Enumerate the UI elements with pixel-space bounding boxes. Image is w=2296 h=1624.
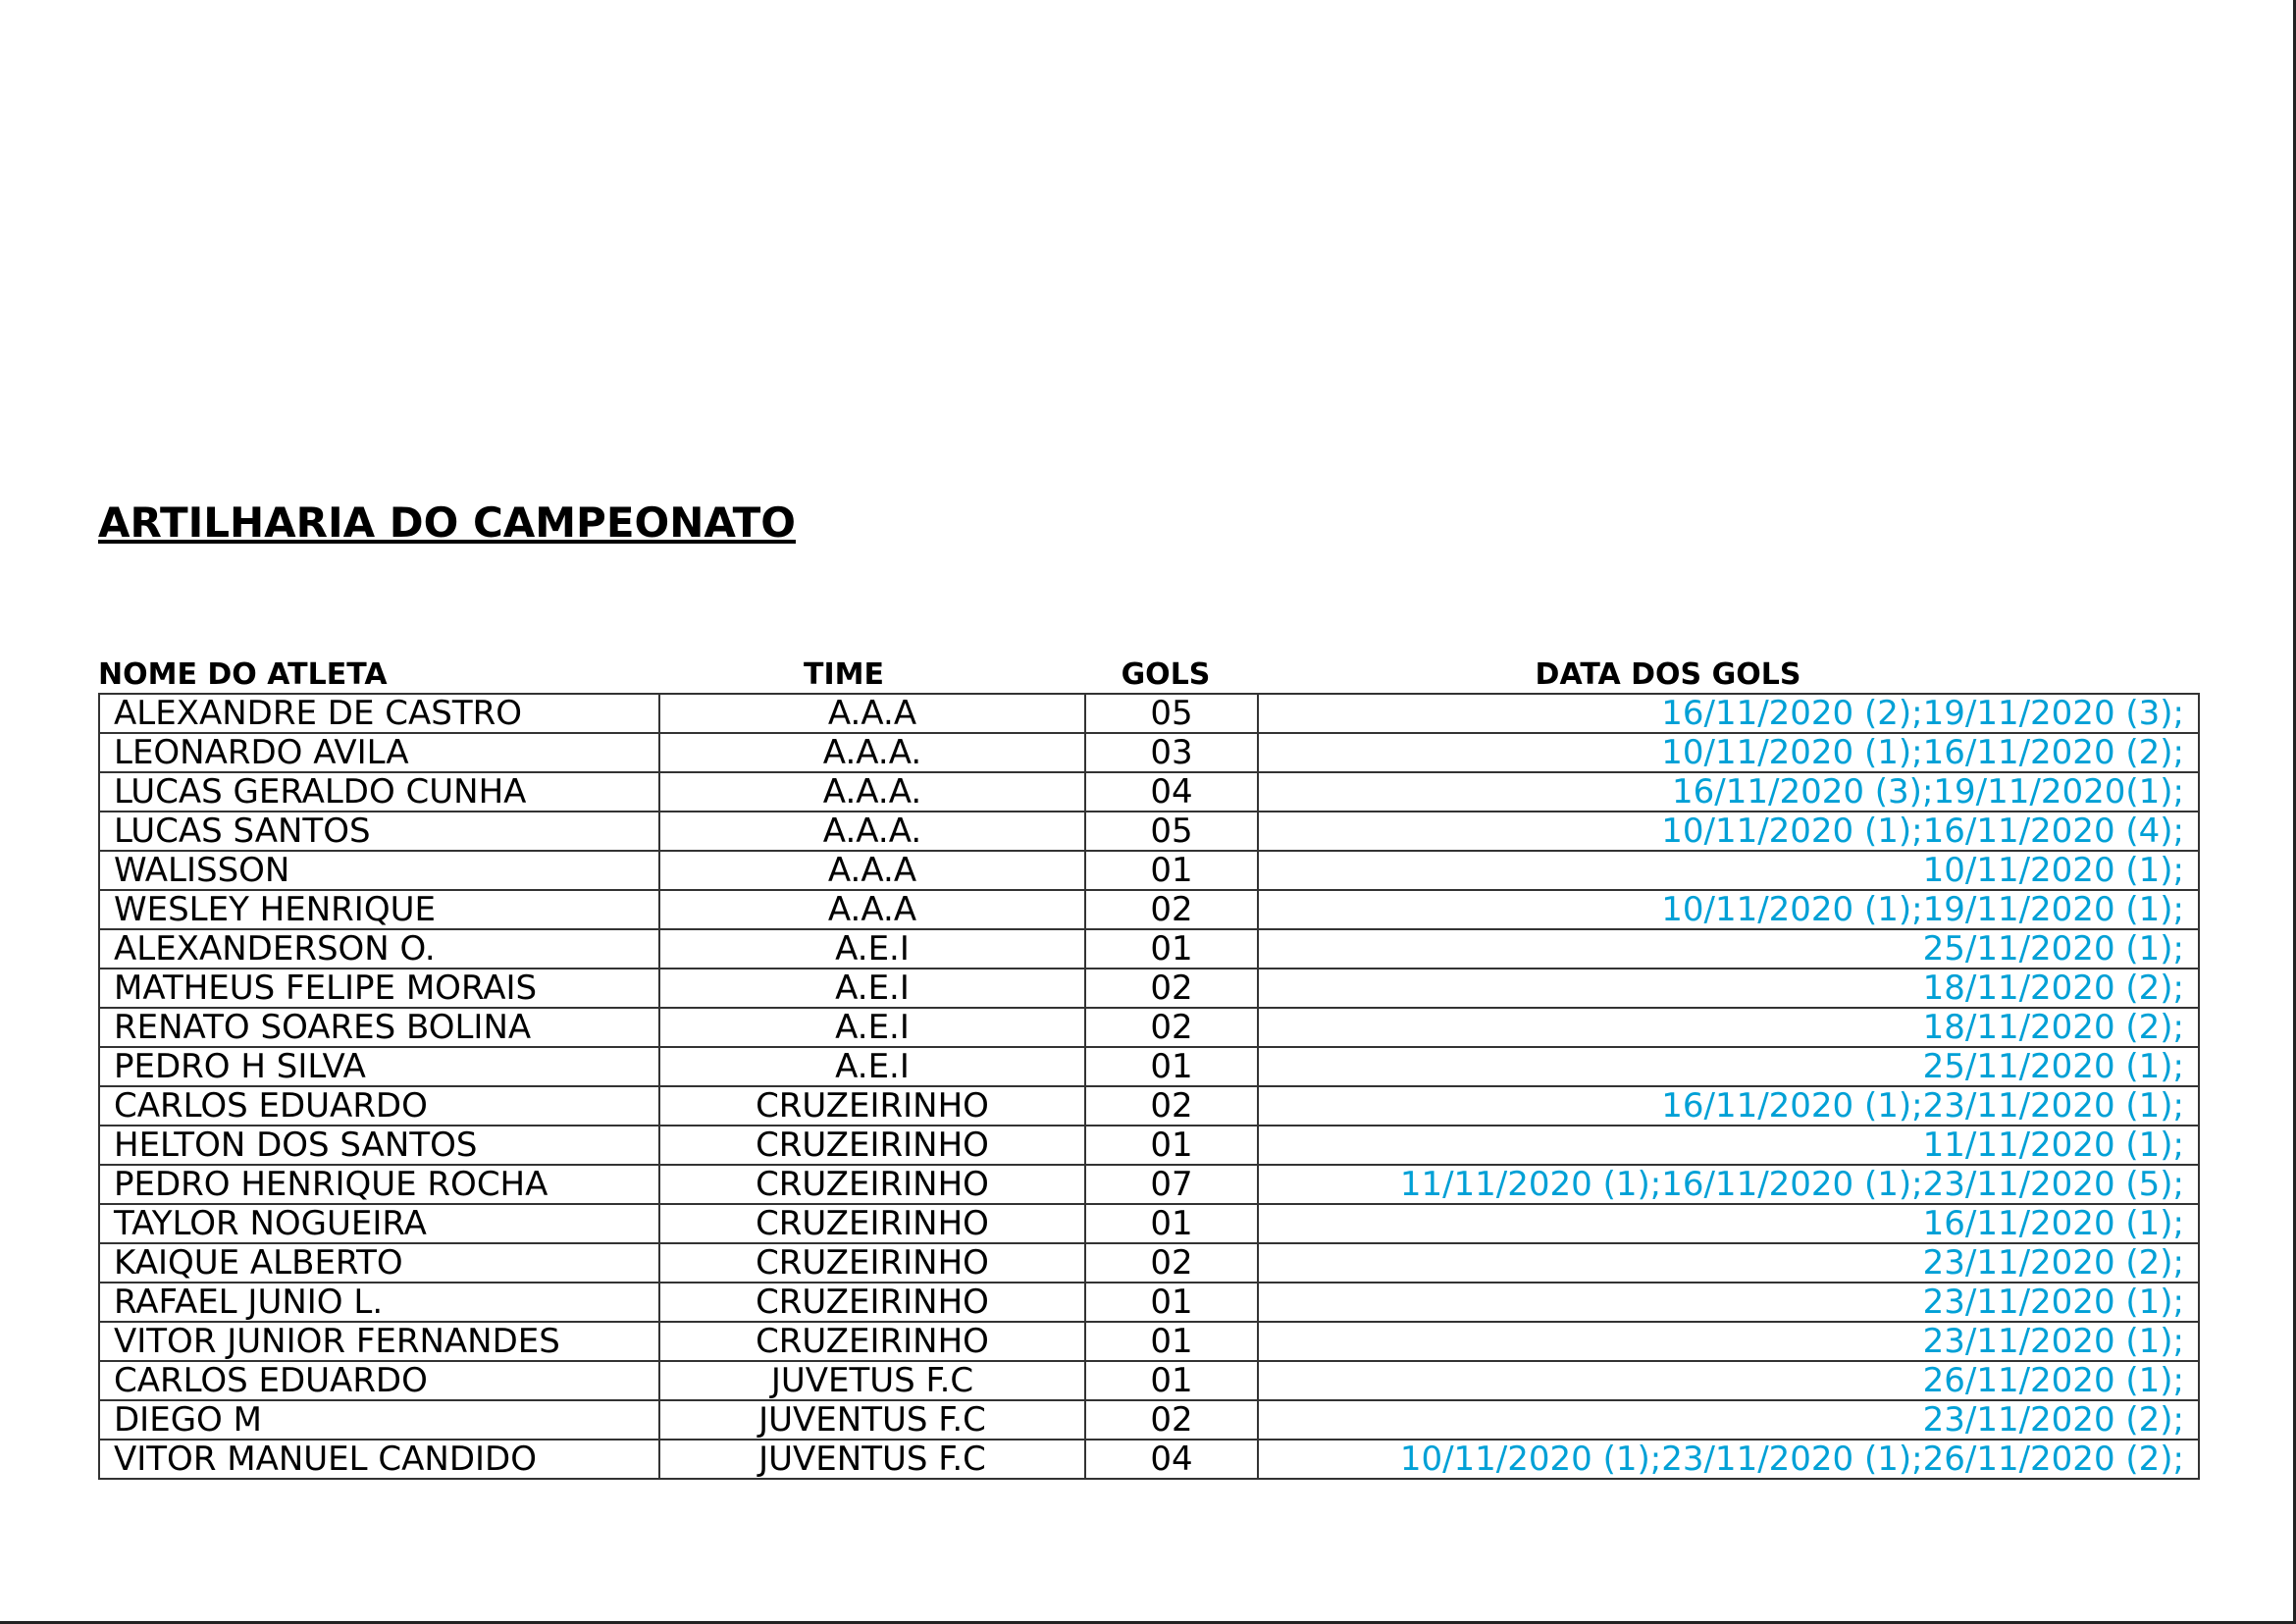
team-name: CRUZEIRINHO — [659, 1165, 1085, 1204]
goal-count: 01 — [1085, 1322, 1258, 1361]
team-name: CRUZEIRINHO — [659, 1086, 1085, 1126]
goal-dates: 25/11/2020 (1); — [1258, 1047, 2199, 1086]
table-row — [99, 1243, 2199, 1283]
goal-count: 03 — [1085, 733, 1258, 772]
athlete-name: ALEXANDERSON O. — [99, 929, 659, 969]
athlete-name: MATHEUS FELIPE MORAIS — [99, 969, 659, 1008]
goal-dates: 10/11/2020 (1);19/11/2020 (1); — [1258, 890, 2199, 929]
page-title: ARTILHARIA DO CAMPEONATO — [98, 498, 796, 547]
team-name: A.A.A. — [659, 812, 1085, 851]
goal-dates: 11/11/2020 (1);16/11/2020 (1);23/11/2020 (5); — [1258, 1165, 2199, 1204]
table-row — [99, 772, 2199, 812]
team-name: JUVENTUS F.C — [659, 1440, 1085, 1479]
team-name: A.E.I — [659, 929, 1085, 969]
table-row — [99, 851, 2199, 890]
goal-dates: 16/11/2020 (3);19/11/2020(1); — [1258, 772, 2199, 812]
goal-count: 01 — [1085, 929, 1258, 969]
goal-dates: 10/11/2020 (1);23/11/2020 (1);26/11/2020 (2); — [1258, 1440, 2199, 1479]
goal-dates: 10/11/2020 (1); — [1258, 851, 2199, 890]
team-name: A.A.A — [659, 851, 1085, 890]
table-row — [99, 1008, 2199, 1047]
goal-dates: 23/11/2020 (1); — [1258, 1322, 2199, 1361]
goal-dates: 16/11/2020 (1); — [1258, 1204, 2199, 1243]
header-goals: GOLS — [1121, 657, 1211, 692]
athlete-name: KAIQUE ALBERTO — [99, 1243, 659, 1283]
goal-count: 07 — [1085, 1165, 1258, 1204]
athlete-name: PEDRO HENRIQUE ROCHA — [99, 1165, 659, 1204]
team-name: JUVENTUS F.C — [659, 1400, 1085, 1440]
athlete-name: VITOR JUNIOR FERNANDES — [99, 1322, 659, 1361]
athlete-name: TAYLOR NOGUEIRA — [99, 1204, 659, 1243]
team-name: CRUZEIRINHO — [659, 1322, 1085, 1361]
goal-count: 04 — [1085, 772, 1258, 812]
table-row — [99, 733, 2199, 772]
goal-count: 05 — [1085, 694, 1258, 733]
athlete-name: HELTON DOS SANTOS — [99, 1126, 659, 1165]
table-row — [99, 812, 2199, 851]
scorers-table — [98, 693, 2200, 1480]
team-name: A.A.A — [659, 694, 1085, 733]
athlete-name: PEDRO H SILVA — [99, 1047, 659, 1086]
team-name: CRUZEIRINHO — [659, 1243, 1085, 1283]
goal-count: 01 — [1085, 1361, 1258, 1400]
table-row — [99, 1086, 2199, 1126]
table-row — [99, 969, 2199, 1008]
header-team: TIME — [804, 657, 884, 692]
athlete-name: RAFAEL JUNIO L. — [99, 1283, 659, 1322]
goal-dates: 10/11/2020 (1);16/11/2020 (4); — [1258, 812, 2199, 851]
goal-count: 02 — [1085, 1243, 1258, 1283]
table-row — [99, 929, 2199, 969]
athlete-name: WALISSON — [99, 851, 659, 890]
goal-count: 01 — [1085, 1204, 1258, 1243]
team-name: A.E.I — [659, 969, 1085, 1008]
goal-dates: 23/11/2020 (2); — [1258, 1243, 2199, 1283]
team-name: JUVETUS F.C — [659, 1361, 1085, 1400]
athlete-name: CARLOS EDUARDO — [99, 1086, 659, 1126]
goal-count: 01 — [1085, 1047, 1258, 1086]
header-name: NOME DO ATLETA — [98, 657, 388, 692]
header-dates: DATA DOS GOLS — [1535, 657, 1801, 692]
table-row — [99, 1283, 2199, 1322]
goal-dates: 25/11/2020 (1); — [1258, 929, 2199, 969]
goal-dates: 11/11/2020 (1); — [1258, 1126, 2199, 1165]
goal-dates: 10/11/2020 (1);16/11/2020 (2); — [1258, 733, 2199, 772]
athlete-name: LEONARDO AVILA — [99, 733, 659, 772]
team-name: A.A.A. — [659, 733, 1085, 772]
goal-dates: 23/11/2020 (1); — [1258, 1283, 2199, 1322]
goal-count: 02 — [1085, 1086, 1258, 1126]
team-name: A.A.A. — [659, 772, 1085, 812]
athlete-name: LUCAS SANTOS — [99, 812, 659, 851]
table-row — [99, 1126, 2199, 1165]
goal-count: 01 — [1085, 1126, 1258, 1165]
team-name: CRUZEIRINHO — [659, 1126, 1085, 1165]
athlete-name: RENATO SOARES BOLINA — [99, 1008, 659, 1047]
goal-count: 02 — [1085, 969, 1258, 1008]
team-name: CRUZEIRINHO — [659, 1204, 1085, 1243]
athlete-name: ALEXANDRE DE CASTRO — [99, 694, 659, 733]
athlete-name: VITOR MANUEL CANDIDO — [99, 1440, 659, 1479]
goal-count: 05 — [1085, 812, 1258, 851]
scorers-table-body — [99, 694, 2199, 1479]
table-row — [99, 1400, 2199, 1440]
goal-dates: 16/11/2020 (2);19/11/2020 (3); — [1258, 694, 2199, 733]
table-row — [99, 1047, 2199, 1086]
athlete-name: CARLOS EDUARDO — [99, 1361, 659, 1400]
athlete-name: DIEGO M — [99, 1400, 659, 1440]
team-name: A.E.I — [659, 1008, 1085, 1047]
table-row — [99, 1165, 2199, 1204]
goal-dates: 18/11/2020 (2); — [1258, 969, 2199, 1008]
goal-count: 02 — [1085, 890, 1258, 929]
table-row — [99, 1322, 2199, 1361]
athlete-name: LUCAS GERALDO CUNHA — [99, 772, 659, 812]
goal-count: 01 — [1085, 1283, 1258, 1322]
team-name: CRUZEIRINHO — [659, 1283, 1085, 1322]
goal-dates: 26/11/2020 (1); — [1258, 1361, 2199, 1400]
team-name: A.A.A — [659, 890, 1085, 929]
table-row — [99, 1440, 2199, 1479]
athlete-name: WESLEY HENRIQUE — [99, 890, 659, 929]
table-row — [99, 694, 2199, 733]
table-header — [98, 657, 2198, 693]
table-row — [99, 1361, 2199, 1400]
goal-dates: 23/11/2020 (2); — [1258, 1400, 2199, 1440]
team-name: A.E.I — [659, 1047, 1085, 1086]
goal-dates: 16/11/2020 (1);23/11/2020 (1); — [1258, 1086, 2199, 1126]
table-row — [99, 890, 2199, 929]
table-row — [99, 1204, 2199, 1243]
goal-count: 01 — [1085, 851, 1258, 890]
goal-dates: 18/11/2020 (2); — [1258, 1008, 2199, 1047]
goal-count: 02 — [1085, 1400, 1258, 1440]
goal-count: 04 — [1085, 1440, 1258, 1479]
goal-count: 02 — [1085, 1008, 1258, 1047]
